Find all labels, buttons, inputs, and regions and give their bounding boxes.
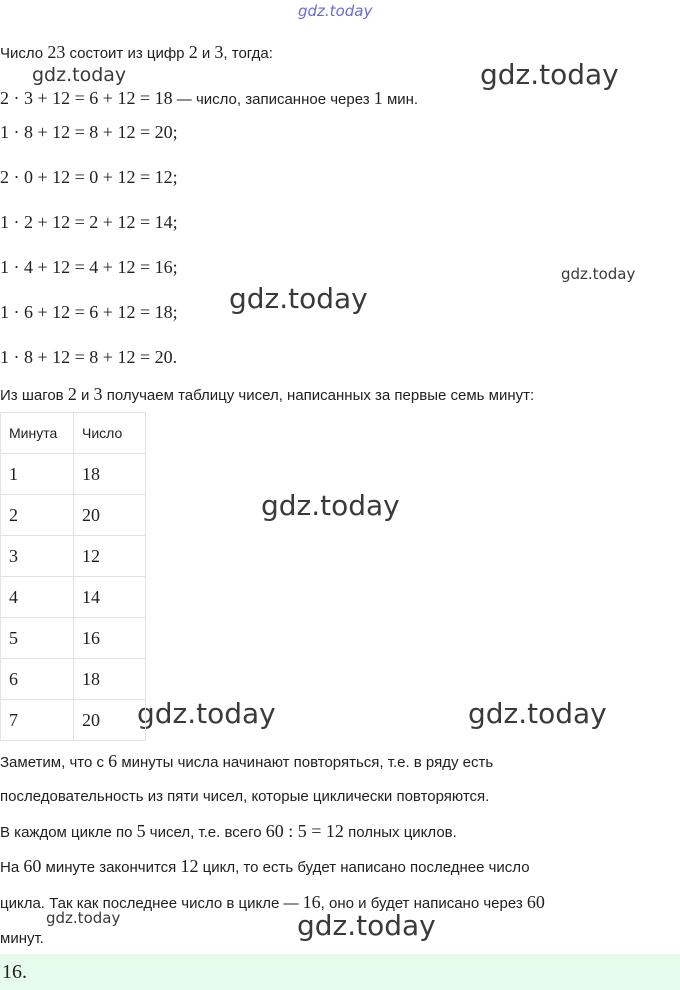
watermark: gdz.today xyxy=(480,58,619,91)
cell-minute: 2 xyxy=(1,495,74,536)
paragraph-line: Заметим, что с 6 минуты числа начинают повторяться, т.е. в ряду есть xyxy=(0,751,494,771)
cell-minute: 7 xyxy=(1,700,74,741)
watermark: gdz.today xyxy=(32,64,127,86)
cell-number: 18 xyxy=(74,454,146,495)
cell-minute: 3 xyxy=(1,536,74,577)
equation: 1 · 8 + 12 = 8 + 12 = 20. xyxy=(0,347,178,367)
watermark: gdz.today xyxy=(137,697,276,730)
table-header-row xyxy=(1,413,146,454)
watermark: gdz.today xyxy=(261,489,400,522)
table-row xyxy=(1,454,146,495)
table-row xyxy=(1,495,146,536)
table-row xyxy=(1,536,146,577)
column-header-minute: Минута xyxy=(1,413,74,454)
cell-number: 12 xyxy=(74,536,146,577)
paragraph-line: минут. xyxy=(0,930,44,947)
watermark: gdz.today xyxy=(46,909,121,927)
watermark: gdz.today xyxy=(297,909,436,942)
cell-number: 18 xyxy=(74,659,146,700)
equation: 1 · 6 + 12 = 6 + 12 = 18; xyxy=(0,302,178,322)
paragraph-line: На 60 минуте закончится 12 цикл, то есть будет написано последнее число xyxy=(0,856,530,876)
cell-number: 20 xyxy=(74,495,146,536)
watermark: gdz.today xyxy=(561,265,636,283)
cell-minute: 6 xyxy=(1,659,74,700)
cell-number: 16 xyxy=(74,618,146,659)
paragraph-line: последовательность из пяти чисел, которые циклически повторяются. xyxy=(0,788,490,805)
watermark-top: gdz.today xyxy=(298,2,373,20)
intro-line: Число 23 состоит из цифр 2 и 3, тогда: xyxy=(0,42,273,62)
equation: 2 · 0 + 12 = 0 + 12 = 12; xyxy=(0,167,178,187)
table-row xyxy=(1,659,146,700)
equation: 1 · 2 + 12 = 2 + 12 = 14; xyxy=(0,212,178,232)
table-intro: Из шагов 2 и 3 получаем таблицу чисел, написанных за первые семь минут: xyxy=(0,384,535,404)
equation: 1 · 4 + 12 = 4 + 12 = 16; xyxy=(0,257,178,277)
cell-number: 20 xyxy=(74,700,146,741)
answer-box: 16. xyxy=(0,954,680,990)
cell-minute: 1 xyxy=(1,454,74,495)
cell-number: 14 xyxy=(74,577,146,618)
equation: 1 · 8 + 12 = 8 + 12 = 20; xyxy=(0,122,178,142)
watermark: gdz.today xyxy=(229,282,368,315)
paragraph-line: цикла. Так как последнее число в цикле — 16, оно и будет написано через 60 xyxy=(0,892,545,912)
column-header-number: Число xyxy=(74,413,146,454)
table-row xyxy=(1,618,146,659)
table-row xyxy=(1,577,146,618)
cell-minute: 5 xyxy=(1,618,74,659)
table-row xyxy=(1,700,146,741)
cell-minute: 4 xyxy=(1,577,74,618)
paragraph-line: В каждом цикле по 5 чисел, т.е. всего 60 : 5 = 12 полных циклов. xyxy=(0,821,457,841)
watermark: gdz.today xyxy=(468,697,607,730)
minutes-table xyxy=(0,412,146,741)
equation-first: 2 · 3 + 12 = 6 + 12 = 18 — число, записанное через 1 мин. xyxy=(0,88,419,108)
